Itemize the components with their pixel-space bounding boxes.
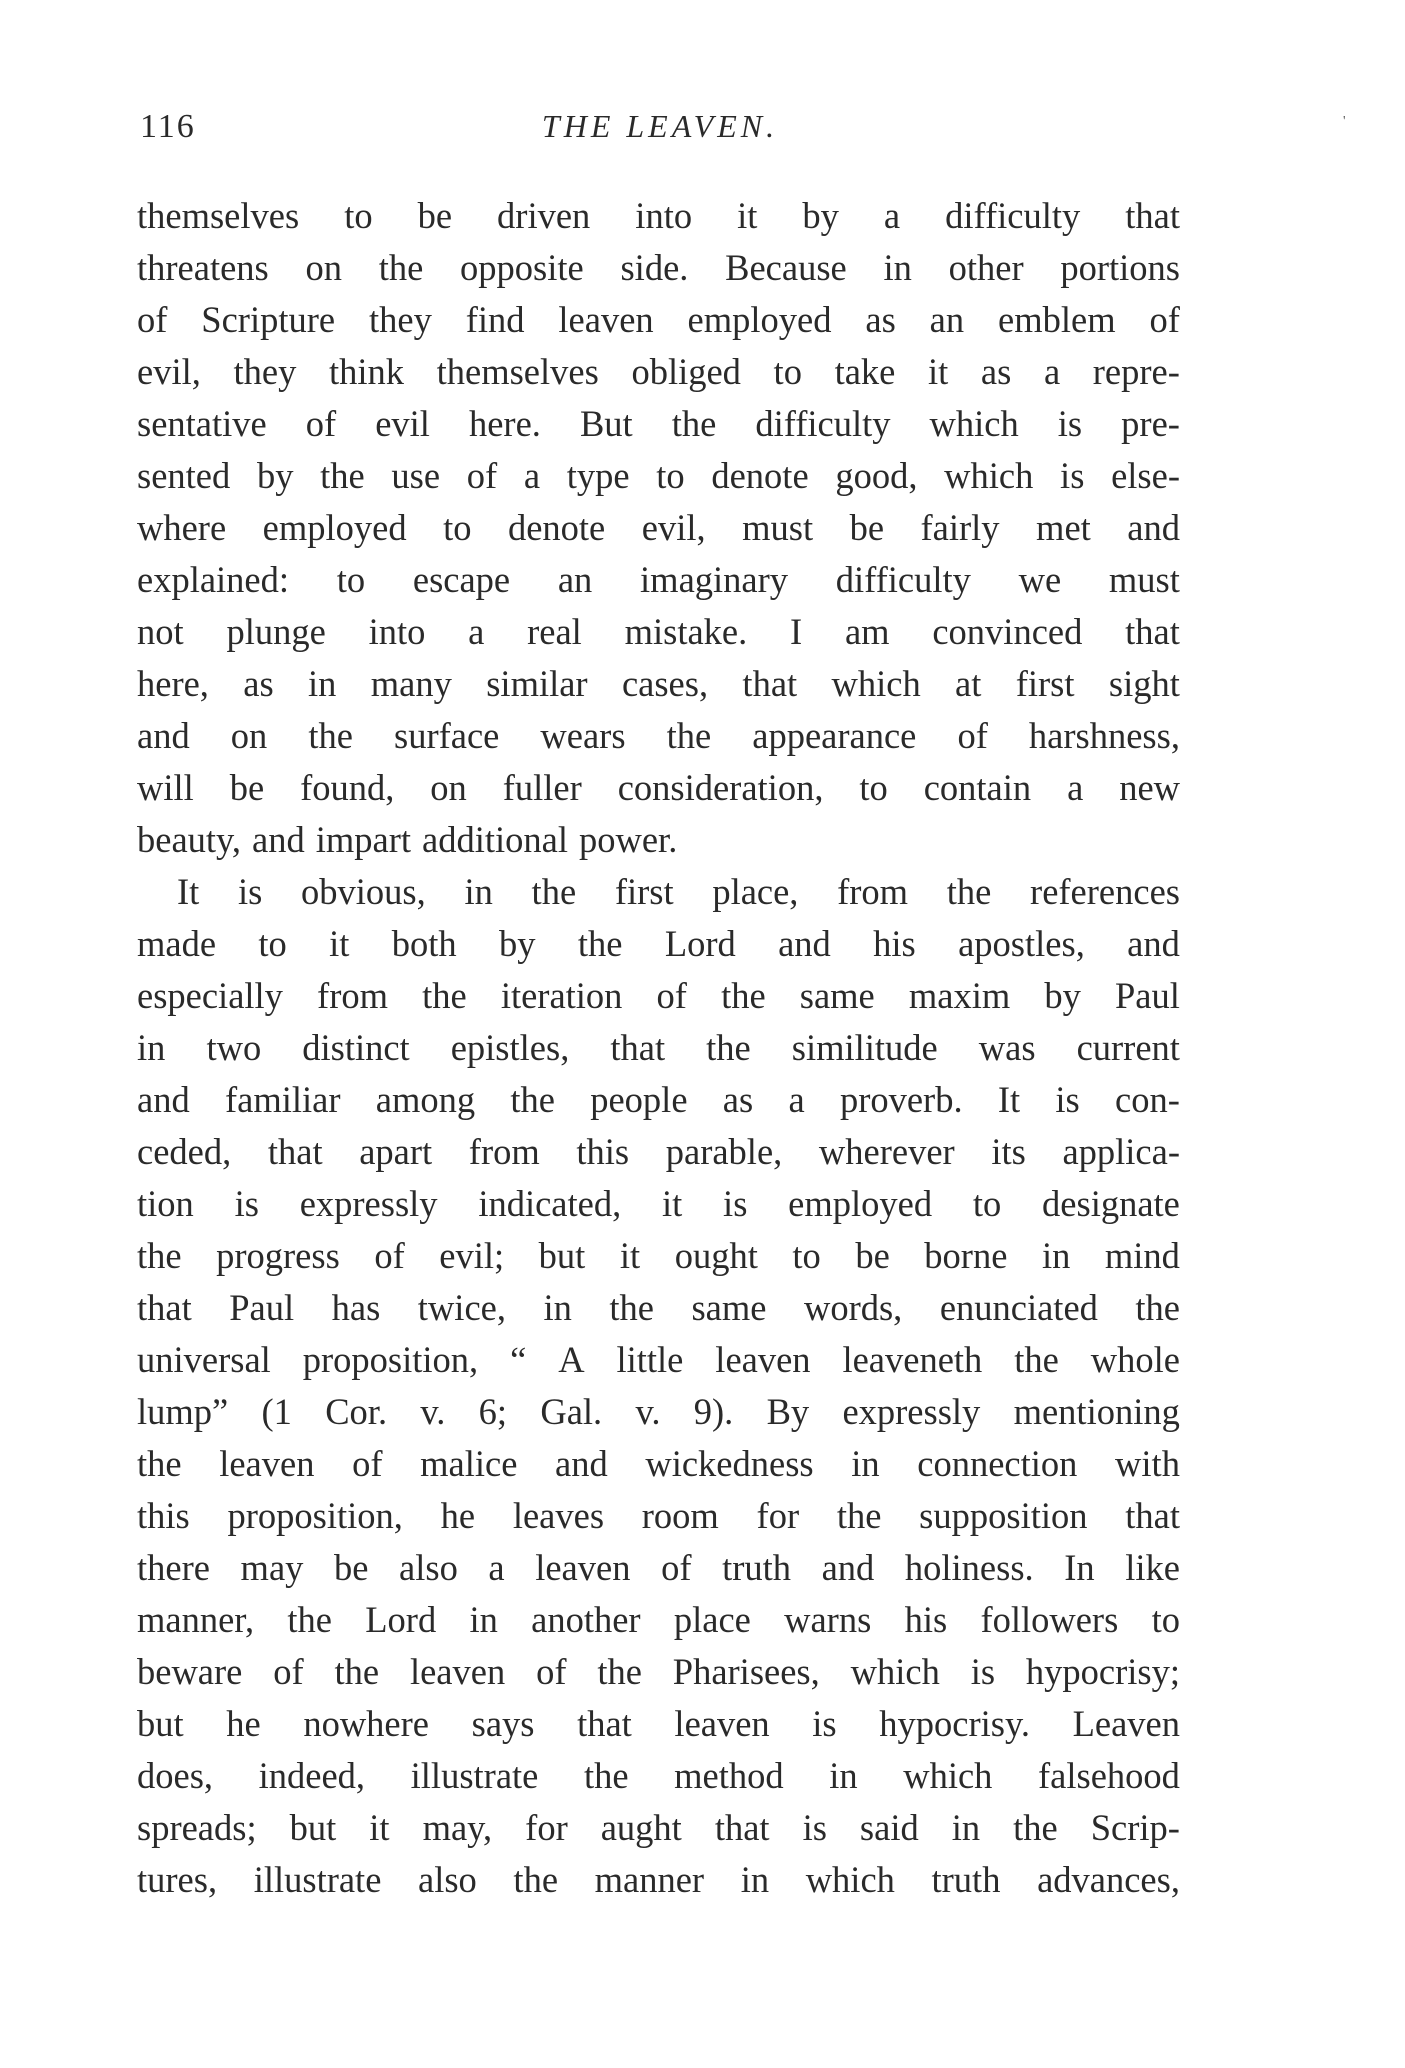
text-line: the progress of evil; but it ought to be borne in mind — [137, 1235, 1180, 1276]
text-line: this proposition, he leaves room for the supposition that — [137, 1495, 1180, 1536]
body-text — [137, 190, 1180, 1906]
text-line: but he nowhere says that leaven is hypocrisy. Leaven — [137, 1703, 1180, 1744]
running-title: THE LEAVEN. — [541, 108, 779, 144]
text-line: beware of the leaven of the Pharisees, which is hypocrisy; — [137, 1651, 1180, 1692]
text-line: and familiar among the people as a proverb. It is con- — [137, 1079, 1180, 1120]
text-line: manner, the Lord in another place warns his followers to — [137, 1599, 1180, 1640]
text-line: explained: to escape an imaginary difficulty we must — [137, 559, 1180, 600]
text-line: tures, illustrate also the manner in which truth advances, — [137, 1859, 1180, 1900]
text-line: spreads; but it may, for aught that is said in the Scrip- — [137, 1807, 1180, 1848]
text-line: does, indeed, illustrate the method in which falsehood — [137, 1755, 1180, 1796]
text-line: here, as in many similar cases, that which at first sight — [137, 663, 1180, 704]
text-line: that Paul has twice, in the same words, enunciated the — [137, 1287, 1180, 1328]
text-line: not plunge into a real mistake. I am convinced that — [137, 611, 1180, 652]
text-line: evil, they think themselves obliged to take it as a repre- — [137, 351, 1180, 392]
text-line: sented by the use of a type to denote good, which is else- — [137, 455, 1180, 496]
text-line: sentative of evil here. But the difficulty which is pre- — [137, 403, 1180, 444]
text-line: of Scripture they find leaven employed as an emblem of — [137, 299, 1180, 340]
page-number: 116 — [140, 108, 196, 145]
text-line: universal proposition, “ A little leaven leaveneth the whole — [137, 1339, 1180, 1380]
text-line: will be found, on fuller consideration, to contain a new — [137, 767, 1180, 808]
text-line: beauty, and impart additional power. — [137, 819, 678, 860]
text-line: lump” (1 Cor. v. 6; Gal. v. 9). By expressly mentioning — [137, 1391, 1180, 1432]
text-line: threatens on the opposite side. Because in other portions — [137, 247, 1180, 288]
margin-mark: ' — [1343, 114, 1346, 129]
text-line: and on the surface wears the appearance of harshness, — [137, 715, 1180, 756]
text-line: tion is expressly indicated, it is employed to designate — [137, 1183, 1180, 1224]
text-line: there may be also a leaven of truth and holiness. In like — [137, 1547, 1180, 1588]
page-header — [140, 108, 1180, 158]
text-line: made to it both by the Lord and his apostles, and — [137, 923, 1180, 964]
text-line: the leaven of malice and wickedness in connection with — [137, 1443, 1180, 1484]
text-line: where employed to denote evil, must be fairly met and — [137, 507, 1180, 548]
text-line: themselves to be driven into it by a difficulty that — [137, 195, 1180, 236]
text-line: especially from the iteration of the same maxim by Paul — [137, 975, 1180, 1016]
text-line: It is obvious, in the first place, from the references — [177, 871, 1180, 912]
text-line: ceded, that apart from this parable, wherever its applica- — [137, 1131, 1180, 1172]
text-line: in two distinct epistles, that the similitude was current — [137, 1027, 1180, 1068]
